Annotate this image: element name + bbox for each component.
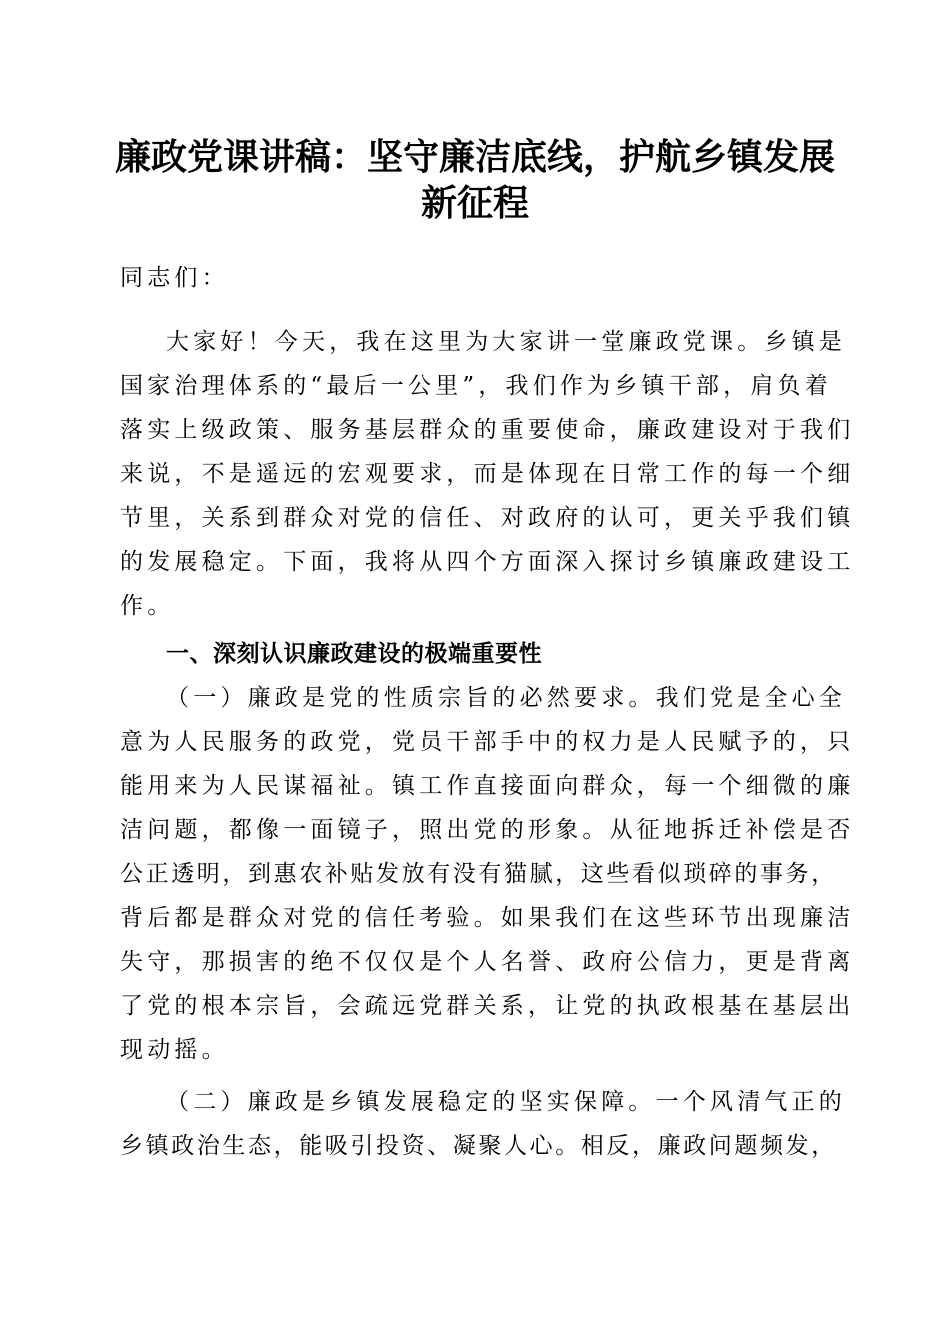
subsection-line: 乡镇政治生态，能吸引投资、凝聚人心。相反，廉政问题频发， xyxy=(120,1133,837,1159)
intro-line: 国家治理体系的“最后一公里”，我们作为乡镇干部，肩负着 xyxy=(120,373,832,399)
intro-line: 来说，不是遥远的宏观要求，而是体现在日常工作的每一个细 xyxy=(120,461,855,487)
intro-line: 的发展稳定。下面，我将从四个方面深入探讨乡镇廉政建设工 xyxy=(120,549,855,575)
subsection-line: 意为人民服务的政党，党员干部手中的权力是人民赋予的，只 xyxy=(120,729,855,755)
section-heading: 一、深刻认识廉政建设的极端重要性 xyxy=(166,641,542,667)
salutation: 同志们： xyxy=(120,265,229,291)
intro-line: 节里，关系到群众对党的信任、对政府的认可，更关乎我们镇 xyxy=(120,505,855,531)
subsection-line: （一）廉政是党的性质宗旨的必然要求。我们党是全心全 xyxy=(166,685,846,711)
subsection-line: 洁问题，都像一面镜子，照出党的形象。从征地拆迁补偿是否 xyxy=(120,817,855,843)
subsection-line: 公正透明，到惠农补贴发放有没有猫腻，这些看似琐碎的事务， xyxy=(120,861,837,887)
intro-line: 大家好！今天，我在这里为大家讲一堂廉政党课。乡镇是 xyxy=(166,329,846,355)
intro-line: 作。 xyxy=(120,593,175,619)
document-title xyxy=(100,134,850,226)
subsection-line: 能用来为人民谋福祉。镇工作直接面向群众，每一个细微的廉 xyxy=(120,773,855,799)
subsection-line: 背后都是群众对党的信任考验。如果我们在这些环节出现廉洁 xyxy=(120,905,855,931)
subsection-line: （二）廉政是乡镇发展稳定的坚实保障。一个风清气正的 xyxy=(166,1089,846,1115)
subsection-line: 失守，那损害的绝不仅仅是个人名誉、政府公信力，更是背离 xyxy=(120,949,855,975)
intro-line: 落实上级政策、服务基层群众的重要使命，廉政建设对于我们 xyxy=(120,417,855,443)
title-line-2: 新征程 xyxy=(420,182,529,224)
subsection-line: 了党的根本宗旨，会疏远党群关系，让党的执政根基在基层出 xyxy=(120,993,855,1019)
subsection-line: 现动摇。 xyxy=(120,1037,229,1063)
title-line-1: 廉政党课讲稿：坚守廉洁底线，护航乡镇发展 xyxy=(114,136,835,178)
